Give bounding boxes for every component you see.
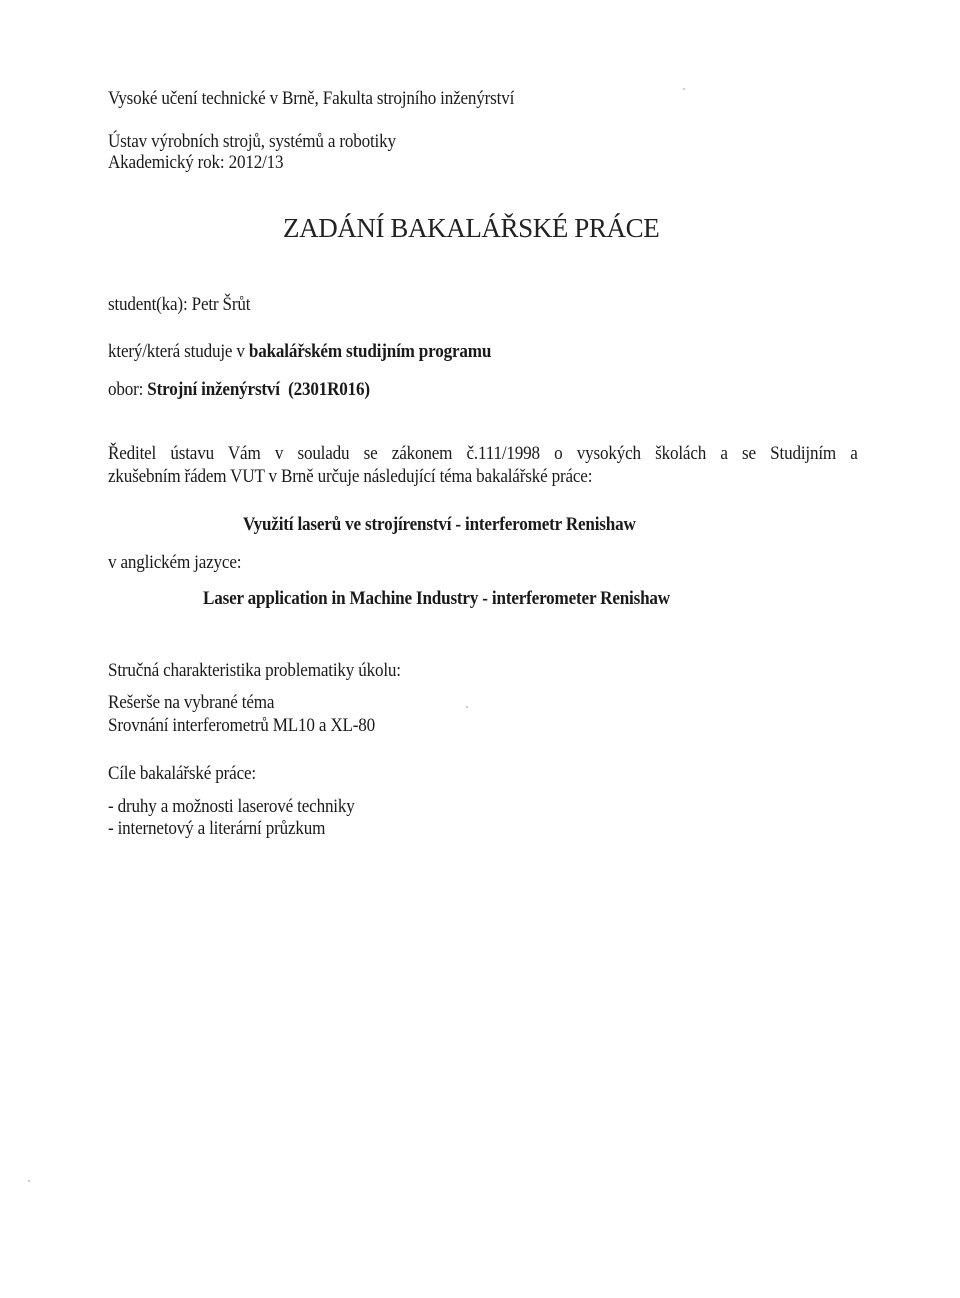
student-name: Petr Šrůt (191, 294, 251, 315)
intro-line-2: zkušebním řádem VUT v Brně určuje následující téma bakalářské práce: (108, 466, 593, 487)
academic-year-line: Akademický rok: 2012/13 (108, 152, 284, 173)
program-line (108, 341, 491, 363)
field-line (108, 379, 370, 401)
student-line (108, 294, 250, 316)
scan-speck (466, 706, 468, 708)
program-label: který/která studuje v (108, 341, 249, 362)
characteristics-item: Rešerše na vybrané téma (108, 692, 275, 713)
field-code: (2301R016) (288, 379, 370, 400)
document-title: ZADÁNÍ BAKALÁŘSKÉ PRÁCE (283, 213, 660, 243)
scan-speck (28, 1180, 30, 1182)
topic-czech: Využití laserů ve strojírenství - interferometr Renishaw (243, 514, 636, 535)
characteristics-item: Srovnání interferometrů ML10 a XL-80 (108, 715, 376, 736)
goals-item: - druhy a možnosti laserové techniky (108, 796, 355, 817)
field-label: obor: (108, 379, 148, 400)
program-value: bakalářském studijním programu (248, 341, 492, 362)
student-label: student(ka): (108, 294, 192, 315)
topic-english: Laser application in Machine Industry - interferometer Renishaw (203, 588, 670, 609)
intro-line-1 (108, 443, 858, 465)
characteristics-heading: Stručná charakteristika problematiky úkolu: (108, 660, 401, 681)
institute-line: Ústav výrobních strojů, systémů a robotiky (108, 131, 396, 152)
field-value: Strojní inženýrství (147, 379, 280, 400)
goals-item: - internetový a literární průzkum (108, 818, 326, 839)
english-label: v anglickém jazyce: (108, 552, 242, 573)
goals-heading: Cíle bakalářské práce: (108, 763, 256, 784)
scan-speck (683, 88, 685, 90)
intro-text-1: Ředitel ústavu Vám v souladu se zákonem č.111/1998 o vysokých školách a se Studijním a (108, 443, 858, 464)
university-line: Vysoké učení technické v Brně, Fakulta strojního inženýrství (108, 88, 515, 109)
